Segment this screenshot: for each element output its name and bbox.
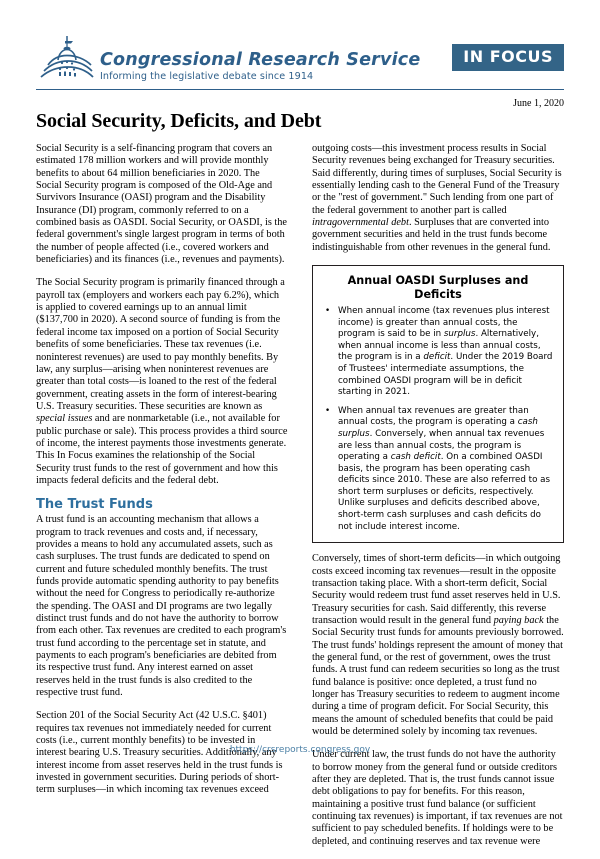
term-special-issues: special issues [36,413,93,425]
term-intragovernmental-debt: intragovernmental debt [312,217,409,229]
paragraph-short-term-deficits [312,553,564,738]
header-divider [36,89,564,90]
callout-title: Annual OASDI Surpluses and Deficits [347,274,529,301]
paragraph-deficits-text-2: the Social Security trust funds for amounts previously borrowed. The trust funds' holdings represent the amount of money that the general fund, or the rest of government, owes the trust funds. A trust fund can redeem securities so long as the trust fund balance is positive: once depleted, a trust fund no longer has Treasury securities to redeem to augment income during a time of program deficit. For Social Security, this means the amount of scheduled benefits that could be paid would be determined solely by incoming tax revenues. [312,614,564,738]
term-deficit: deficit [423,352,451,363]
bullet-text-2a: When annual tax revenues are greater than annual costs, the program is operating a [338,405,529,428]
bullet-text-1b: . Alternatively, when annual income is less than annual costs, the program is in a [338,329,541,363]
term-surplus: surplus [443,329,476,340]
organization-name: Congressional Research Service [100,49,421,70]
paragraph-trust-fund-definition: A trust fund is an accounting mechanism that allows a program to track revenues and costs and, if necessary, provides a means to hold any accumulated assets, such as cash surpluses. The trust funds are dedicated to spend on current and future scheduled monthly benefits. The trust funds provide automatic spending authority to pay benefits without the need for Congress to periodically re-authorize the spending. The OASI and DI programs are two legally distinct trust funds and do not have the authority to borrow from each other. Tax revenues are credited to each program's trust fund according to the percentage set in statute, and payments to each program's beneficiaries are debited from its respective trust fund. Any interest earned on asset reserves held in the trust funds is also credited to the respective trust fund. [36,514,287,699]
bullet-icon: • [325,405,331,416]
list-item [323,406,553,534]
paragraph-financing-text-1: The Social Security program is primarily financed through a payroll tax (employers and workers each pay 6.2%), which is applied to covered earnings up to an annual limit ($137,700 in 2020). A second source of funding is from the federal income tax imposed on a portion of Social Security benefits of some beneficiaries. These tax revenues (i.e. noninterest revenues) are used to pay monthly benefits. By law, any surplus—arising when noninterest revenues are greater than total costs—is loaned to the rest of the federal government, creating assets in the form of interest-bearing U.S. Treasury securities. These securities are known as [36,277,285,412]
term-cash-surplus: cash surplus [338,417,538,439]
callout-bullet-list [323,306,553,533]
paragraph-financing-text-2: and are nonmarketable (i.e., not available for public purchase or sale). This process provides a third source of income, the interest payments those investments generate. This In Focus examines the relationship of the Social Security trust funds to the rest of government and how this impacts federal deficits and the federal debt. [36,413,288,486]
paragraph-investment-text-1: outgoing costs—this investment process results in Social Security revenues being exchanged for Treasury securities. Said differently, during times of surpluses, Social Security is essentially lending cash to the General Fund of the Treasury or the "rest of government." Such lending from one part of the federal government to another part is called [312,143,562,216]
crs-logo [36,34,420,84]
document-header [36,34,564,86]
capitol-dome-icon [36,34,94,84]
bullet-text-1c: . Under the 2019 Board of Trustees' intermediate assumptions, the combined OASDI program will be in deficit starting in 2021. [338,352,553,398]
section-heading-trust-funds: The Trust Funds [36,497,153,513]
term-paying-back: paying back [493,614,544,626]
crs-logo-text [100,51,420,84]
paragraph-section-201: Section 201 of the Social Security Act (42 U.S.C. §401) requires tax revenues not immediately needed for current costs (i.e., current monthly benefits) to be invested in interest bearing U.S. Treasury securities. Additionally, any interest income from asset reserves held in the trust funds is invested in government securities. During periods of short-term surpluses—in which incoming tax revenues exceed [36,710,283,796]
paragraph-investment-text-2: . Surpluses that are converted into government securities and held in the trust funds become indistinguishable from other revenues in the general fund. [312,217,551,253]
bullet-text-2c: . On a combined OASDI basis, the program has been operating cash deficits since 2010. These are also referred to as short term surpluses or deficits, respectively. Unlike surpluses and deficits described above, short-term cash surpluses and cash deficits do not include interest income. [338,452,550,532]
footer-url-link[interactable]: https://crsreports.congress.gov [229,745,371,755]
page-title: Social Security, Deficits, and Debt [36,110,322,132]
organization-tagline: Informing the legislative debate since 1914 [100,71,314,82]
bullet-text-1a: When annual income (tax revenues plus interest income) is greater than annual costs, the program is said to be in [338,305,550,340]
callout-box-oasdi [312,265,564,543]
paragraph-borrowing-authority: Under current law, the trust funds do not have the authority to borrow money from the general fund or outside creditors after they are depleted. That is, the trust funds cannot issue debt obligations to pay for benefits. For this reason, maintaining a positive trust fund balance (or sufficient continuing tax revenues) is important, if tax revenues are not sufficient to pay scheduled benefits. If holdings were to be depleted, and continuing reserves and tax revenue were [312,749,563,847]
bullet-text-2b: . Conversely, when annual tax revenues are less than annual costs, the program is operating a [338,428,545,463]
term-cash-deficit: cash deficit [390,452,441,463]
paragraph-deficits-text-1: Conversely, times of short-term deficits—in which outgoing costs exceed incoming tax revenues—result in the opposite transaction taking place. With a short-term deficit, Social Security would redeem trust fund asset reserves held in U.S. Treasury securities for cash. Said differently, this reverse transaction would result in the general fund [312,553,561,626]
left-column [36,143,288,808]
in-focus-badge: IN FOCUS [452,44,564,71]
paragraph-intro: Social Security is a self-financing program that covers an estimated 178 million workers and will provide monthly benefits to about 64 million beneficiaries in 2020. The Social Security program is composed of the Old-Age and Survivors Insurance (OASI) program and the Disability Insurance (DI) program, commonly referred to on a combined basis as OASDI. Social Security, or OASDI, is the federal government's single largest program in terms of both the number of people affected (i.e., covered workers and beneficiaries) and its finances (i.e., revenues and payments). [36,143,288,266]
paragraph-financing [36,277,288,487]
bullet-icon: • [325,305,331,316]
paragraph-investment-process [312,143,564,254]
list-item [323,306,553,399]
publication-date: June 1, 2020 [513,98,564,109]
